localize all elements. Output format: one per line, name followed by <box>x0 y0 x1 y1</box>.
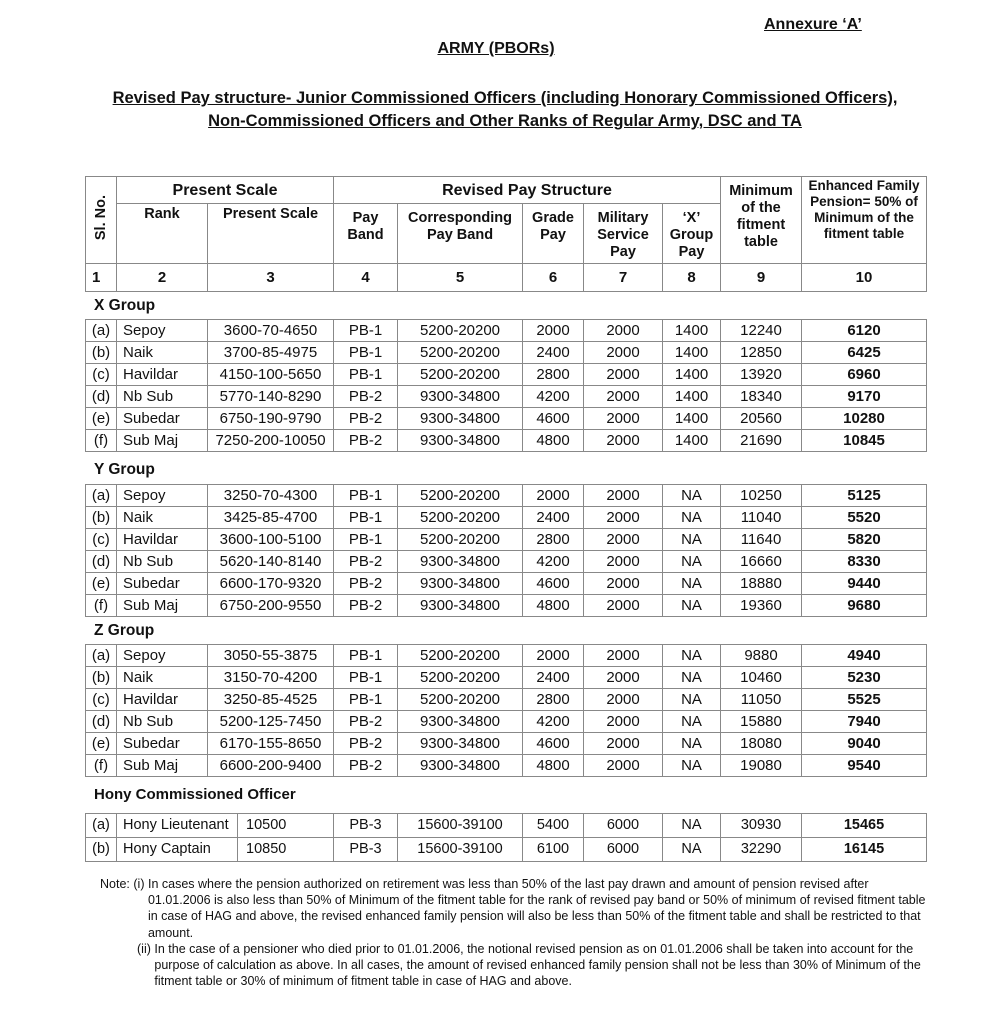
cell-rank: Sepoy <box>117 485 208 507</box>
efp-header: Enhanced Family Pension= 50% of Minimum of the fitment table <box>802 177 927 264</box>
cell-grade-pay: 4200 <box>523 711 584 733</box>
cell-x-group-pay: NA <box>663 689 721 711</box>
table-row <box>86 689 927 711</box>
cell-present-scale: 3250-70-4300 <box>208 485 334 507</box>
cell-sl: (c) <box>86 689 117 711</box>
rank-header: Rank <box>117 204 208 264</box>
cell-min-fitment: 10460 <box>721 667 802 689</box>
cell-x-group-pay: NA <box>663 711 721 733</box>
cell-corresponding-pay-band: 5200-20200 <box>398 342 523 364</box>
cell-corresponding-pay-band: 15600-39100 <box>398 814 523 838</box>
cell-military-service-pay: 2000 <box>584 342 663 364</box>
col-num: 9 <box>721 264 802 292</box>
col-num: 7 <box>584 264 663 292</box>
cell-present-scale: 7250-200-10050 <box>208 430 334 452</box>
table-row <box>86 595 927 617</box>
cell-pay-band: PB-2 <box>334 551 398 573</box>
cell-military-service-pay: 6000 <box>584 838 663 862</box>
cell-enhanced-family-pension: 9540 <box>802 755 927 777</box>
cell-rank: Hony Lieutenant <box>117 814 238 838</box>
cell-grade-pay: 4200 <box>523 551 584 573</box>
cell-rank: Sub Maj <box>117 430 208 452</box>
cell-x-group-pay: NA <box>663 573 721 595</box>
cell-sl: (b) <box>86 507 117 529</box>
cell-present-scale: 5200-125-7450 <box>208 711 334 733</box>
table-row <box>86 838 927 862</box>
present-scale-group-header: Present Scale <box>117 177 334 204</box>
cell-enhanced-family-pension: 5820 <box>802 529 927 551</box>
cell-corresponding-pay-band: 9300-34800 <box>398 551 523 573</box>
cell-corresponding-pay-band: 9300-34800 <box>398 595 523 617</box>
pay-band-header: Pay Band <box>334 204 398 264</box>
cell-min-fitment: 9880 <box>721 645 802 667</box>
cell-military-service-pay: 2000 <box>584 529 663 551</box>
cell-pay-band: PB-1 <box>334 485 398 507</box>
cell-corresponding-pay-band: 9300-34800 <box>398 430 523 452</box>
document-heading: ARMY (PBORs) <box>437 40 555 57</box>
cell-x-group-pay: 1400 <box>663 408 721 430</box>
cell-pay-band: PB-1 <box>334 645 398 667</box>
cell-enhanced-family-pension: 4940 <box>802 645 927 667</box>
cell-grade-pay: 4600 <box>523 573 584 595</box>
annexure-label: Annexure ‘A’ <box>764 16 862 33</box>
document-title: Revised Pay structure- Junior Commissioned Officers (including Honorary Commissioned Officers), Non-Commissioned Officers and Other Ranks of Regular Army, DSC and TA <box>112 89 898 130</box>
cell-rank: Nb Sub <box>117 551 208 573</box>
cell-min-fitment: 10250 <box>721 485 802 507</box>
cell-x-group-pay: NA <box>663 755 721 777</box>
cell-pay-band: PB-1 <box>334 667 398 689</box>
cell-min-fitment: 18080 <box>721 733 802 755</box>
table-row <box>86 645 927 667</box>
cell-military-service-pay: 2000 <box>584 430 663 452</box>
cell-pay-band: PB-1 <box>334 364 398 386</box>
cell-min-fitment: 30930 <box>721 814 802 838</box>
cell-x-group-pay: NA <box>663 507 721 529</box>
cell-sl: (f) <box>86 595 117 617</box>
cell-rank: Subedar <box>117 408 208 430</box>
cell-present-scale: 3425-85-4700 <box>208 507 334 529</box>
cell-present-scale: 5620-140-8140 <box>208 551 334 573</box>
table-row <box>86 342 927 364</box>
group-label-y: Y Group <box>94 461 155 478</box>
cell-enhanced-family-pension: 6425 <box>802 342 927 364</box>
cell-present-scale: 6750-200-9550 <box>208 595 334 617</box>
cell-pay-band: PB-1 <box>334 342 398 364</box>
cell-military-service-pay: 2000 <box>584 386 663 408</box>
cell-min-fitment: 21690 <box>721 430 802 452</box>
cell-sl: (e) <box>86 733 117 755</box>
cell-min-fitment: 11050 <box>721 689 802 711</box>
cell-rank: Sepoy <box>117 645 208 667</box>
cell-grade-pay: 4800 <box>523 755 584 777</box>
cell-grade-pay: 2800 <box>523 364 584 386</box>
cell-grade-pay: 2000 <box>523 485 584 507</box>
cell-enhanced-family-pension: 5525 <box>802 689 927 711</box>
pay-table-header <box>85 176 927 292</box>
cell-corresponding-pay-band: 5200-20200 <box>398 645 523 667</box>
table-row <box>86 529 927 551</box>
cell-x-group-pay: NA <box>663 551 721 573</box>
cell-present-scale: 3150-70-4200 <box>208 667 334 689</box>
cell-corresponding-pay-band: 5200-20200 <box>398 507 523 529</box>
cell-rank: Sub Maj <box>117 755 208 777</box>
note-prefix: Note: <box>100 877 130 891</box>
cell-pay-band: PB-1 <box>334 320 398 342</box>
cell-pay-band: PB-2 <box>334 408 398 430</box>
cell-sl: (a) <box>86 485 117 507</box>
table-row <box>86 430 927 452</box>
column-number-row <box>86 264 927 292</box>
cell-present-scale: 6750-190-9790 <box>208 408 334 430</box>
cell-military-service-pay: 2000 <box>584 711 663 733</box>
note-item-2 <box>100 941 930 990</box>
cell-grade-pay: 4600 <box>523 408 584 430</box>
group-label-x: X Group <box>94 297 156 314</box>
cell-min-fitment: 32290 <box>721 838 802 862</box>
cell-enhanced-family-pension: 16145 <box>802 838 927 862</box>
cell-sl: (f) <box>86 755 117 777</box>
cell-military-service-pay: 2000 <box>584 733 663 755</box>
cell-pay-band: PB-1 <box>334 529 398 551</box>
cell-present-scale: 3600-70-4650 <box>208 320 334 342</box>
cell-min-fitment: 15880 <box>721 711 802 733</box>
cell-present-scale: 3600-100-5100 <box>208 529 334 551</box>
cell-corresponding-pay-band: 9300-34800 <box>398 733 523 755</box>
cell-corresponding-pay-band: 5200-20200 <box>398 689 523 711</box>
cell-sl: (b) <box>86 342 117 364</box>
table-row <box>86 364 927 386</box>
cell-enhanced-family-pension: 5520 <box>802 507 927 529</box>
cell-military-service-pay: 2000 <box>584 573 663 595</box>
cell-enhanced-family-pension: 5125 <box>802 485 927 507</box>
cell-sl: (b) <box>86 667 117 689</box>
cell-corresponding-pay-band: 5200-20200 <box>398 364 523 386</box>
cell-x-group-pay: NA <box>663 814 721 838</box>
col-num: 4 <box>334 264 398 292</box>
cell-grade-pay: 5400 <box>523 814 584 838</box>
cell-military-service-pay: 2000 <box>584 595 663 617</box>
cell-military-service-pay: 2000 <box>584 408 663 430</box>
cell-sl: (d) <box>86 551 117 573</box>
cell-military-service-pay: 2000 <box>584 689 663 711</box>
table-row <box>86 667 927 689</box>
cell-corresponding-pay-band: 9300-34800 <box>398 573 523 595</box>
cell-sl: (c) <box>86 529 117 551</box>
cell-grade-pay: 4600 <box>523 733 584 755</box>
cell-min-fitment: 11640 <box>721 529 802 551</box>
cell-enhanced-family-pension: 6960 <box>802 364 927 386</box>
cell-present-scale: 3050-55-3875 <box>208 645 334 667</box>
cell-enhanced-family-pension: 15465 <box>802 814 927 838</box>
note-text: In the case of a pensioner who died prior to 01.01.2006, the notional revised pension as on 01.01.2006 shall be taken into account for the purpose of calculation as above. In all cases, the amount of revised enhanced family pension shall not be less than 30% of Minimum of the fitment table or 30% of minimum of fitment table in case of HAG and above. <box>154 941 921 989</box>
cell-min-fitment: 13920 <box>721 364 802 386</box>
cell-present-scale: 10850 <box>238 838 334 862</box>
cell-sl: (a) <box>86 645 117 667</box>
cell-x-group-pay: 1400 <box>663 364 721 386</box>
cell-rank: Naik <box>117 507 208 529</box>
cell-rank: Havildar <box>117 689 208 711</box>
cell-rank: Havildar <box>117 364 208 386</box>
cell-corresponding-pay-band: 15600-39100 <box>398 838 523 862</box>
table-row <box>86 711 927 733</box>
pay-table-group-4 <box>85 813 927 862</box>
cell-military-service-pay: 2000 <box>584 667 663 689</box>
cell-sl: (a) <box>86 320 117 342</box>
cell-sl: (e) <box>86 573 117 595</box>
cell-sl: (c) <box>86 364 117 386</box>
cell-pay-band: PB-1 <box>334 689 398 711</box>
cell-corresponding-pay-band: 5200-20200 <box>398 485 523 507</box>
cell-x-group-pay: 1400 <box>663 320 721 342</box>
cell-sl: (f) <box>86 430 117 452</box>
table-row <box>86 408 927 430</box>
table-row <box>86 573 927 595</box>
cell-pay-band: PB-2 <box>334 755 398 777</box>
cell-present-scale: 6600-170-9320 <box>208 573 334 595</box>
cell-x-group-pay: NA <box>663 485 721 507</box>
cell-grade-pay: 2000 <box>523 645 584 667</box>
cell-grade-pay: 4800 <box>523 430 584 452</box>
cell-grade-pay: 2400 <box>523 667 584 689</box>
msp-header: Military Service Pay <box>584 204 663 264</box>
cell-min-fitment: 18340 <box>721 386 802 408</box>
cell-x-group-pay: NA <box>663 733 721 755</box>
pay-table-group-3 <box>85 644 927 777</box>
cell-min-fitment: 20560 <box>721 408 802 430</box>
group-label-hony: Hony Commissioned Officer <box>94 786 296 803</box>
table-row <box>86 551 927 573</box>
cell-pay-band: PB-3 <box>334 838 398 862</box>
cell-x-group-pay: 1400 <box>663 386 721 408</box>
cell-min-fitment: 19360 <box>721 595 802 617</box>
cell-present-scale: 6170-155-8650 <box>208 733 334 755</box>
cell-pay-band: PB-2 <box>334 386 398 408</box>
table-row <box>86 733 927 755</box>
col-num: 6 <box>523 264 584 292</box>
cell-min-fitment: 12240 <box>721 320 802 342</box>
cell-rank: Nb Sub <box>117 711 208 733</box>
min-fitment-header: Minimum of the fitment table <box>721 177 802 264</box>
cell-military-service-pay: 2000 <box>584 320 663 342</box>
table-row <box>86 507 927 529</box>
cell-military-service-pay: 2000 <box>584 485 663 507</box>
cell-sl: (a) <box>86 814 117 838</box>
note-label: (i) <box>133 877 145 891</box>
present-scale-header: Present Scale <box>208 204 334 264</box>
cell-pay-band: PB-1 <box>334 507 398 529</box>
cell-pay-band: PB-2 <box>334 573 398 595</box>
table-row <box>86 320 927 342</box>
cell-x-group-pay: NA <box>663 667 721 689</box>
cell-present-scale: 3700-85-4975 <box>208 342 334 364</box>
corresponding-pay-band-header: Corresponding Pay Band <box>398 204 523 264</box>
cell-grade-pay: 4800 <box>523 595 584 617</box>
cell-sl: (d) <box>86 711 117 733</box>
cell-present-scale: 10500 <box>238 814 334 838</box>
cell-present-scale: 3250-85-4525 <box>208 689 334 711</box>
cell-rank: Naik <box>117 342 208 364</box>
cell-enhanced-family-pension: 6120 <box>802 320 927 342</box>
cell-rank: Hony Captain <box>117 838 238 862</box>
cell-enhanced-family-pension: 9680 <box>802 595 927 617</box>
col-num: 5 <box>398 264 523 292</box>
cell-enhanced-family-pension: 9040 <box>802 733 927 755</box>
cell-rank: Sepoy <box>117 320 208 342</box>
cell-enhanced-family-pension: 5230 <box>802 667 927 689</box>
cell-min-fitment: 19080 <box>721 755 802 777</box>
cell-x-group-pay: 1400 <box>663 342 721 364</box>
note-text: In cases where the pension authorized on retirement was less than 50% of the last pay drawn and amount of pension revised after 01.01.2006 is also less than 50% of Minimum of the fitment table for the rank of revised pay band or 50% of minimum of revised fitment table in case of HAG and above, the revised enhanced family pension will also be less than 50% of the fitment table and shall be restricted to that amount. <box>147 877 926 940</box>
cell-grade-pay: 2400 <box>523 507 584 529</box>
col-num: 10 <box>802 264 927 292</box>
revised-pay-structure-header: Revised Pay Structure <box>334 177 721 204</box>
cell-x-group-pay: NA <box>663 645 721 667</box>
pay-table-group-1 <box>85 319 927 452</box>
cell-x-group-pay: NA <box>663 838 721 862</box>
cell-grade-pay: 2800 <box>523 689 584 711</box>
cell-enhanced-family-pension: 7940 <box>802 711 927 733</box>
table-row <box>86 485 927 507</box>
group-label-z: Z Group <box>94 622 155 639</box>
cell-corresponding-pay-band: 9300-34800 <box>398 386 523 408</box>
col-num: 8 <box>663 264 721 292</box>
grade-pay-header: Grade Pay <box>523 204 584 264</box>
cell-grade-pay: 6100 <box>523 838 584 862</box>
cell-military-service-pay: 2000 <box>584 645 663 667</box>
cell-x-group-pay: NA <box>663 529 721 551</box>
cell-rank: Nb Sub <box>117 386 208 408</box>
cell-pay-band: PB-2 <box>334 595 398 617</box>
cell-enhanced-family-pension: 10845 <box>802 430 927 452</box>
cell-sl: (e) <box>86 408 117 430</box>
col-num: 3 <box>208 264 334 292</box>
notes-section <box>100 876 930 989</box>
cell-min-fitment: 18880 <box>721 573 802 595</box>
cell-rank: Naik <box>117 667 208 689</box>
cell-pay-band: PB-2 <box>334 711 398 733</box>
col-num: 1 <box>86 264 117 292</box>
cell-min-fitment: 16660 <box>721 551 802 573</box>
cell-grade-pay: 2000 <box>523 320 584 342</box>
cell-min-fitment: 11040 <box>721 507 802 529</box>
cell-corresponding-pay-band: 9300-34800 <box>398 408 523 430</box>
cell-grade-pay: 4200 <box>523 386 584 408</box>
cell-corresponding-pay-band: 5200-20200 <box>398 667 523 689</box>
note-label: (ii) <box>137 941 151 956</box>
cell-military-service-pay: 6000 <box>584 814 663 838</box>
cell-corresponding-pay-band: 9300-34800 <box>398 755 523 777</box>
cell-corresponding-pay-band: 9300-34800 <box>398 711 523 733</box>
cell-rank: Havildar <box>117 529 208 551</box>
cell-enhanced-family-pension: 9170 <box>802 386 927 408</box>
cell-military-service-pay: 2000 <box>584 507 663 529</box>
cell-present-scale: 6600-200-9400 <box>208 755 334 777</box>
cell-pay-band: PB-2 <box>334 430 398 452</box>
x-group-pay-header: ‘X’ Group Pay <box>663 204 721 264</box>
cell-present-scale: 4150-100-5650 <box>208 364 334 386</box>
note-item-1 <box>100 876 930 941</box>
table-row <box>86 814 927 838</box>
cell-x-group-pay: 1400 <box>663 430 721 452</box>
cell-rank: Subedar <box>117 733 208 755</box>
cell-pay-band: PB-2 <box>334 733 398 755</box>
cell-min-fitment: 12850 <box>721 342 802 364</box>
cell-pay-band: PB-3 <box>334 814 398 838</box>
cell-military-service-pay: 2000 <box>584 364 663 386</box>
cell-present-scale: 5770-140-8290 <box>208 386 334 408</box>
cell-enhanced-family-pension: 10280 <box>802 408 927 430</box>
cell-grade-pay: 2400 <box>523 342 584 364</box>
col-num: 2 <box>117 264 208 292</box>
sl-no-header: Sl. No. <box>86 177 117 264</box>
cell-military-service-pay: 2000 <box>584 755 663 777</box>
cell-rank: Subedar <box>117 573 208 595</box>
table-row <box>86 386 927 408</box>
cell-military-service-pay: 2000 <box>584 551 663 573</box>
cell-sl: (b) <box>86 838 117 862</box>
cell-corresponding-pay-band: 5200-20200 <box>398 529 523 551</box>
cell-rank: Sub Maj <box>117 595 208 617</box>
pay-table-group-2 <box>85 484 927 617</box>
cell-x-group-pay: NA <box>663 595 721 617</box>
cell-corresponding-pay-band: 5200-20200 <box>398 320 523 342</box>
cell-enhanced-family-pension: 8330 <box>802 551 927 573</box>
cell-sl: (d) <box>86 386 117 408</box>
cell-grade-pay: 2800 <box>523 529 584 551</box>
table-row <box>86 755 927 777</box>
cell-enhanced-family-pension: 9440 <box>802 573 927 595</box>
